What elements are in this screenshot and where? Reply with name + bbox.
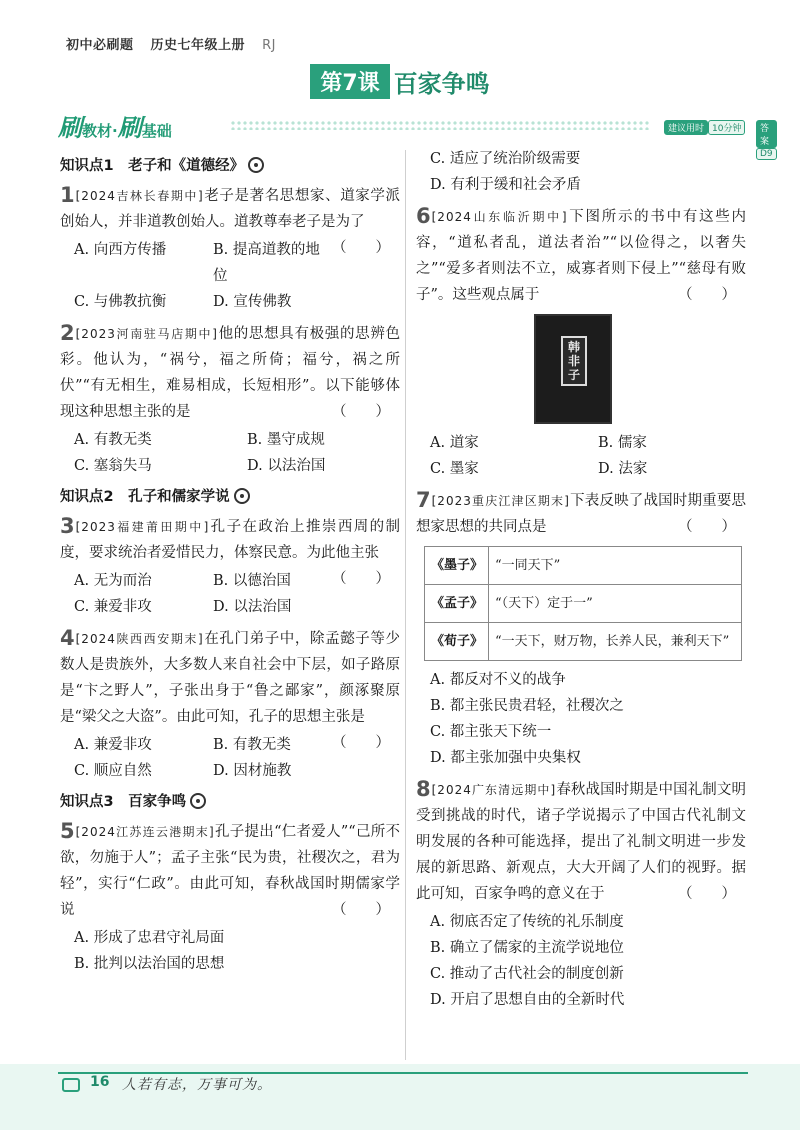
table-row: [425, 585, 742, 623]
option-a[interactable]: A. 有教无类: [74, 432, 152, 448]
table-quote-cell: “一天下，财万物，长养人民，兼利天下”: [489, 623, 742, 661]
thinkers-table: [424, 546, 742, 661]
question-source: [2023福建莆田期中]: [75, 520, 210, 534]
right-column: [416, 152, 746, 1019]
options: [60, 427, 400, 479]
question-source: [2024广东清远期中]: [431, 783, 557, 797]
option-d[interactable]: D. 都主张加强中央集权: [430, 750, 581, 766]
question-number: 1: [60, 183, 75, 207]
option-a[interactable]: A. 道家: [430, 435, 479, 451]
time-label: 建议用时: [664, 120, 708, 135]
answer-blank[interactable]: （ ）: [332, 902, 390, 918]
question-number: 6: [416, 204, 431, 228]
question-2: [60, 321, 400, 479]
answer-label: 答案: [756, 120, 777, 148]
kp3-text: 知识点3 百家争鸣: [60, 794, 187, 810]
question-stem: [416, 488, 746, 540]
question-number: 7: [416, 488, 431, 512]
option-c[interactable]: C. 推动了古代社会的制度创新: [430, 966, 624, 982]
suggested-time: [664, 120, 745, 135]
question-number: 3: [60, 514, 75, 538]
question-source: [2023河南驻马店期中]: [75, 327, 218, 341]
book-icon: [62, 1078, 80, 1092]
answer-blank[interactable]: （ ）: [332, 240, 390, 256]
option-d[interactable]: D. 开启了思想自由的全新时代: [430, 992, 625, 1008]
question-text: 孔子在政治上推崇西周的制度，要求统治者爱惜民力，体察民意。为此他主张: [60, 519, 400, 561]
option-b[interactable]: B. 都主张民贵君轻，社稷次之: [430, 698, 624, 714]
book-title-label: 韩非子: [561, 336, 587, 386]
question-source: [2023重庆江津区期末]: [431, 494, 570, 508]
question-8: [416, 777, 746, 1013]
question-text: 孔子提出“仁者爱人”“己所不欲，勿施于人”；孟子主张“民为贵，社稷次之，君为轻”，实行“仁政”。由此可知，春秋战国时期儒家学说: [60, 824, 400, 918]
option-b[interactable]: B. 墨守成规: [247, 432, 325, 448]
question-text: 他的思想具有极强的思辨色彩。他认为，“祸兮，福之所倚；福兮，祸之所伏”“有无相生，难易相成，长短相形”。以下能够体现这种思想主张的是: [60, 326, 401, 420]
q5-options-continued: [416, 146, 746, 198]
answer-blank[interactable]: （ ）: [332, 571, 390, 587]
lesson-title: [0, 64, 800, 99]
option-b[interactable]: B. 批判以法治国的思想: [74, 956, 225, 972]
question-stem: [60, 819, 400, 923]
option-b[interactable]: B. 有教无类: [213, 737, 291, 753]
option-b[interactable]: B. 以德治国: [213, 573, 291, 589]
question-text: 在孔门弟子中，除孟懿子等少数人是贵族外，大多数人来自社会中下层，如子路原是“卞之野人”，子张出身于“鲁之鄙家”，颜涿聚原是“梁父之大盗”。由此可知，孔子的思想主张是: [60, 631, 400, 725]
answer-page: D9: [756, 148, 777, 160]
option-c[interactable]: C. 塞翁失马: [74, 458, 152, 474]
option-c[interactable]: C. 适应了统治阶级需要: [430, 151, 581, 167]
question-text: 下表反映了战国时期重要思想家思想的共同点是: [416, 493, 747, 535]
table-quote-cell: “（天下）定于一”: [489, 585, 742, 623]
banner-dot: ·: [112, 122, 118, 140]
option-d[interactable]: D. 宣传佛教: [213, 294, 292, 310]
table-row: [425, 623, 742, 661]
option-c[interactable]: C. 顺应自然: [74, 763, 152, 779]
banner-part4: 基础: [141, 122, 172, 140]
option-a[interactable]: A. 向西方传播: [74, 242, 167, 258]
series-name: 初中必刷题: [66, 38, 134, 53]
banner-title: [58, 108, 172, 143]
banner-part3: 刷: [117, 114, 142, 142]
target-icon: [190, 793, 206, 809]
page-number: 16: [90, 1074, 110, 1090]
answer-blank[interactable]: （ ）: [332, 735, 390, 751]
option-a[interactable]: A. 形成了忠君守礼局面: [74, 930, 225, 946]
kp2-text: 知识点2 孔子和儒家学说: [60, 489, 230, 505]
knowledge-point-3: [60, 790, 400, 811]
options: [60, 237, 332, 315]
question-number: 8: [416, 777, 431, 801]
question-6: [416, 204, 746, 482]
question-7: [416, 488, 746, 771]
question-4: [60, 626, 400, 784]
question-number: 5: [60, 819, 75, 843]
target-icon: [234, 488, 250, 504]
edition-code: RJ: [262, 38, 276, 53]
book-name: 历史七年级上册: [150, 38, 246, 53]
option-d[interactable]: D. 有利于缓和社会矛盾: [430, 177, 581, 193]
option-d[interactable]: D. 以法治国: [213, 599, 292, 615]
target-icon: [248, 157, 264, 173]
answer-ref: [756, 120, 777, 160]
question-source: [2024山东临沂期中]: [431, 210, 568, 224]
table-row: [425, 547, 742, 585]
option-a[interactable]: A. 都反对不义的战争: [430, 672, 566, 688]
lesson-name: 百家争鸣: [393, 70, 490, 98]
lesson-badge: 第7课: [310, 64, 389, 99]
left-column: [60, 152, 400, 983]
answer-blank[interactable]: （ ）: [678, 886, 736, 902]
options: [60, 925, 400, 977]
options: [60, 732, 332, 784]
answer-blank[interactable]: （ ）: [678, 519, 736, 535]
knowledge-point-2: [60, 485, 400, 506]
option-a[interactable]: A. 兼爱非攻: [74, 737, 152, 753]
column-divider: [405, 150, 406, 1060]
question-3: [60, 514, 400, 620]
table-book-cell: 《墨子》: [425, 547, 489, 585]
option-b[interactable]: B. 提高道教的地位: [213, 242, 320, 284]
question-source: [2024吉林长春期中]: [75, 189, 204, 203]
option-b[interactable]: B. 儒家: [598, 435, 647, 451]
options: [416, 909, 746, 1013]
option-d[interactable]: D. 以法治国: [247, 458, 326, 474]
question-stem: [416, 204, 746, 308]
knowledge-point-1: [60, 154, 400, 175]
kp1-text: 知识点1 老子和《道德经》: [60, 158, 245, 174]
question-source: [2024陕西西安期末]: [75, 632, 204, 646]
banner-dots-decoration: [230, 120, 650, 130]
table-quote-cell: “一同天下”: [489, 547, 742, 585]
time-value: 10分钟: [708, 120, 745, 135]
option-d[interactable]: D. 法家: [598, 461, 648, 477]
question-text: 老子是著名思想家、道家学派创始人，并非道教创始人。道教尊奉老子是为了: [60, 188, 400, 230]
question-text: 下图所示的书中有这些内容，“道私者乱，道法者治”“以俭得之，以奢失之”“爱多者则法不立，威寡者则下侵上”“慈母有败子”。这些观点属于: [416, 209, 747, 303]
question-number: 4: [60, 626, 75, 650]
option-b[interactable]: B. 确立了儒家的主流学说地位: [430, 940, 624, 956]
banner-part1: 刷: [58, 114, 82, 142]
question-1: [60, 183, 400, 315]
question-text: 春秋战国时期是中国礼制文明受到挑战的时代，诸子学说揭示了中国古代礼制文明发展的各种可能选择，提出了礼制文明进一步发展的新思路、新观点，大大开阔了人们的视野。据此可知，百家争鸣的意义在于: [416, 782, 746, 902]
option-c[interactable]: C. 与佛教抗衡: [74, 294, 167, 310]
hanfeizi-book-image: [534, 314, 612, 424]
option-d[interactable]: D. 因材施教: [213, 763, 292, 779]
question-stem: [416, 777, 746, 907]
options: [416, 430, 746, 482]
question-stem: [60, 321, 400, 425]
options: [60, 568, 332, 620]
banner-part2: 教材: [82, 122, 113, 140]
footer-motto: 人若有志，万事可为。: [122, 1077, 272, 1093]
option-c[interactable]: C. 都主张天下统一: [430, 724, 552, 740]
question-5: [60, 819, 400, 977]
option-c[interactable]: C. 兼爱非攻: [74, 599, 152, 615]
options: [416, 667, 746, 771]
table-book-cell: 《荀子》: [425, 623, 489, 661]
answer-blank[interactable]: （ ）: [332, 404, 390, 420]
question-source: [2024江苏连云港期末]: [75, 825, 215, 839]
question-number: 2: [60, 321, 75, 345]
page-header: [66, 34, 288, 53]
answer-blank[interactable]: （ ）: [678, 287, 736, 303]
table-book-cell: 《孟子》: [425, 585, 489, 623]
option-a[interactable]: A. 彻底否定了传统的礼乐制度: [430, 914, 624, 930]
option-a[interactable]: A. 无为而治: [74, 573, 152, 589]
option-c[interactable]: C. 墨家: [430, 461, 479, 477]
